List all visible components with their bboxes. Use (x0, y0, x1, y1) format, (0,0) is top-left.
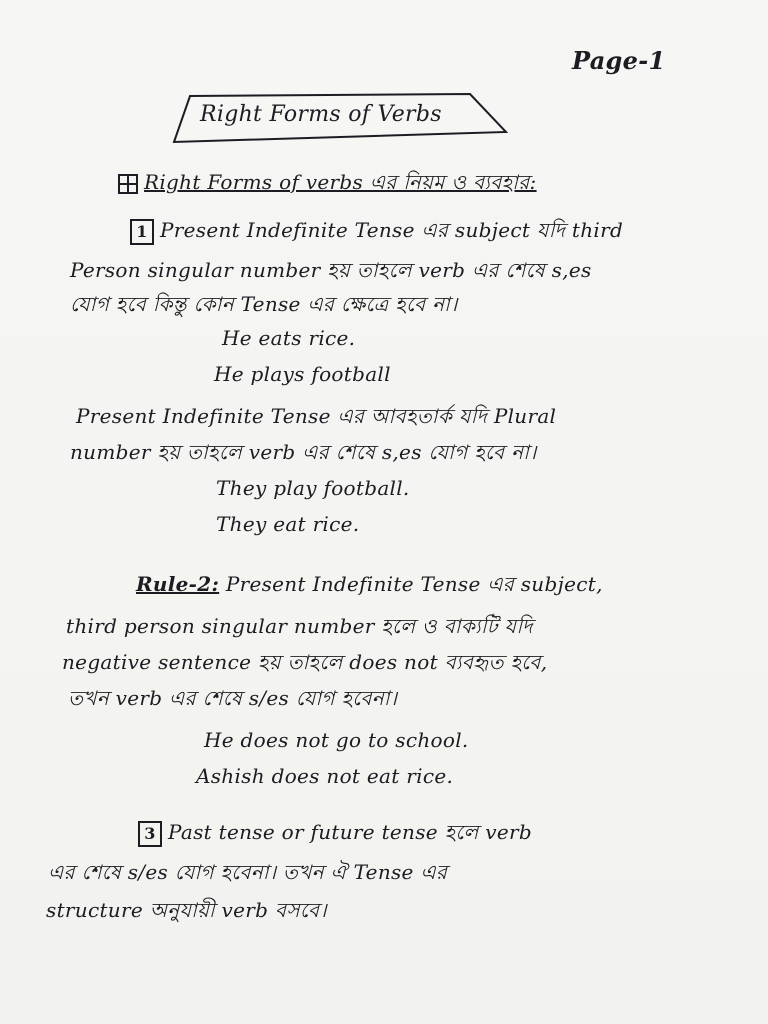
section-heading (118, 168, 537, 201)
grid-bullet-icon (118, 174, 138, 194)
rule2-line2: third person singular number হলে ও বাক্যটি যদি (66, 614, 533, 638)
rule1-line5: number হয় তাহলে verb এর শেষে s,es যোগ হবে না। (70, 440, 537, 464)
rule1-line1-text: Present Indefinite Tense এর subject যদি third (160, 218, 624, 242)
rule1-line4: Present Indefinite Tense এর আবহতার্ক যদি Plural (76, 404, 557, 428)
rule2-example2: Ashish does not eat rice. (196, 764, 454, 788)
rule2-line4: তখন verb এর শেষে s/es যোগ হবেনা। (68, 686, 398, 710)
rule1-example2: He plays football (214, 362, 391, 386)
rule2-label: Rule-2: (136, 572, 220, 596)
page-number: Page-1 (572, 46, 666, 75)
section-heading-text: Right Forms of verbs এর নিয়ম ও ব্যবহার: (144, 170, 537, 194)
rule1-example1: He eats rice. (222, 326, 356, 350)
title-box (170, 92, 510, 144)
rule2-line1-text: Present Indefinite Tense এর subject, (225, 572, 603, 596)
rule2-example1: He does not go to school. (204, 728, 469, 752)
rule3-line1-text: Past tense or future tense হলে verb (168, 820, 532, 844)
rule3-line2: এর শেষে s/es যোগ হবেনা। তখন ঐ Tense এর (48, 860, 448, 884)
rule2-line1 (136, 570, 603, 603)
rule1-example3: They play football. (216, 476, 410, 500)
rule1-line2: Person singular number হয় তাহলে verb এর শেষে s,es (70, 258, 592, 282)
rule3-line3: structure অনুযায়ী verb বসবে। (46, 898, 327, 922)
rule1-example4: They eat rice. (216, 512, 360, 536)
rule1-number-box: 1 (130, 219, 154, 245)
rule3-number-box: 3 (138, 821, 162, 847)
rule1-line3: যোগ হবে কিন্তু কোন Tense এর ক্ষেত্রে হবে না। (70, 292, 458, 316)
page-title: Right Forms of Verbs (200, 102, 442, 127)
rule2-line3: negative sentence হয় তাহলে does not ব্যবহৃত হবে, (62, 650, 548, 674)
rule1-line1 (130, 216, 623, 249)
rule3-line1 (138, 818, 532, 851)
